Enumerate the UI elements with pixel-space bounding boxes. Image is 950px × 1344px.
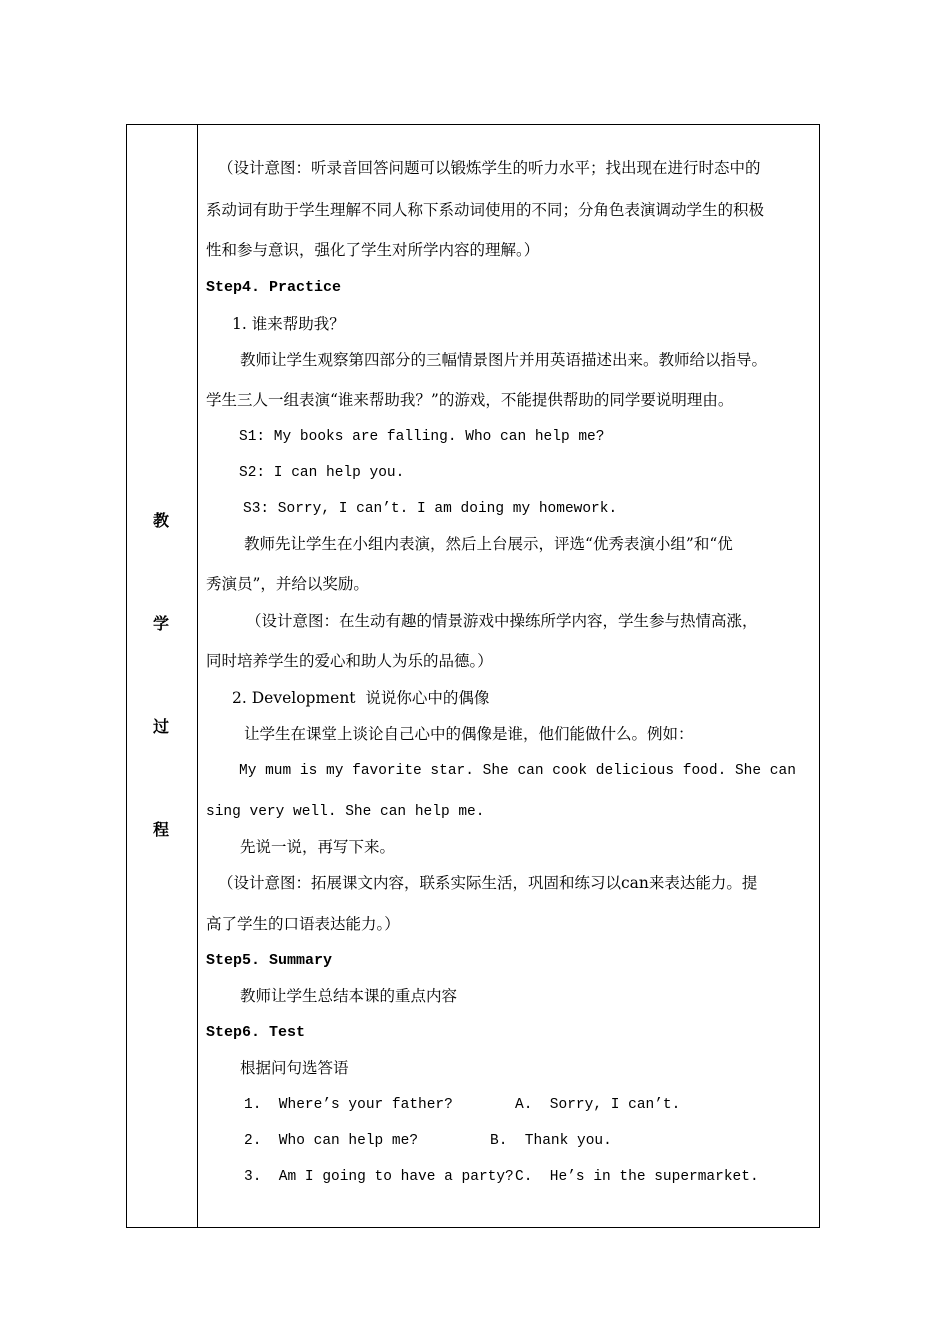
body-text: 教师让学生观察第四部分的三幅情景图片并用英语描述出来。教师给以指导。: [240, 351, 768, 369]
section-label-char: 过: [153, 717, 170, 736]
test-question: 2. Who can help me?: [244, 1133, 419, 1149]
test-question: 3. Am I going to have a party?: [244, 1169, 514, 1185]
example-text: My mum is my favorite star. She can cook delicious food. She can: [239, 763, 796, 779]
design-intent-text: 同时培养学生的爱心和助人为乐的品德。）: [206, 652, 493, 670]
section-label-char: 学: [153, 614, 170, 633]
test-answer: A. Sorry, I can’t.: [515, 1097, 681, 1113]
step-heading: Step6. Test: [206, 1024, 306, 1041]
dialogue-line: S1: My books are falling. Who can help me?: [239, 429, 605, 445]
body-text: 先说一说，再写下来。: [240, 838, 396, 856]
body-text: 学生三人一组表演“谁来帮助我？”的游戏，不能提供帮助的同学要说明理由。: [206, 391, 734, 409]
step-heading: Step5. Summary: [206, 952, 333, 969]
section-label-char: 程: [153, 820, 170, 839]
test-answer: B. Thank you.: [490, 1133, 612, 1149]
body-text: 根据问句选答语: [240, 1059, 349, 1077]
dialogue-line: S2: I can help you.: [239, 465, 405, 481]
design-intent-text: （设计意图：在生动有趣的情景游戏中操练所学内容，学生参与热情高涨，: [246, 612, 758, 630]
section-label-char: 教: [153, 511, 170, 530]
body-text: 让学生在课堂上谈论自己心中的偶像是谁，他们能做什么。例如：: [244, 725, 694, 743]
body-text: 教师先让学生在小组内表演，然后上台展示，评选“优秀表演小组”和“优: [244, 535, 733, 553]
test-answer: C. He’s in the supermarket.: [515, 1169, 759, 1185]
dialogue-line: S3: Sorry, I can’t. I am doing my homework.: [243, 501, 618, 517]
step-heading: Step4. Practice: [206, 279, 342, 296]
example-text: sing very well. She can help me.: [206, 804, 485, 820]
activity-title: 1. 谁来帮助我？: [232, 315, 345, 333]
design-intent-text: 性和参与意识，强化了学生对所学内容的理解。）: [206, 241, 540, 259]
design-intent-text: 系动词有助于学生理解不同人称下系动词使用的不同；分角色表演调动学生的积极: [206, 201, 765, 219]
design-intent-text: 高了学生的口语表达能力。）: [206, 915, 400, 933]
design-intent-text: （设计意图：拓展课文内容，联系实际生活，巩固和练习以can来表达能力。提: [218, 874, 758, 892]
body-text: 秀演员”，并给以奖励。: [206, 575, 369, 593]
design-intent-text: （设计意图：听录音回答问题可以锻炼学生的听力水平；找出现在进行时态中的: [218, 159, 761, 177]
activity-title: 2. Development 说说你心中的偶像: [232, 689, 490, 707]
body-text: 教师让学生总结本课的重点内容: [240, 987, 458, 1005]
column-divider: [197, 125, 198, 1227]
test-question: 1. Where’s your father?: [244, 1097, 453, 1113]
